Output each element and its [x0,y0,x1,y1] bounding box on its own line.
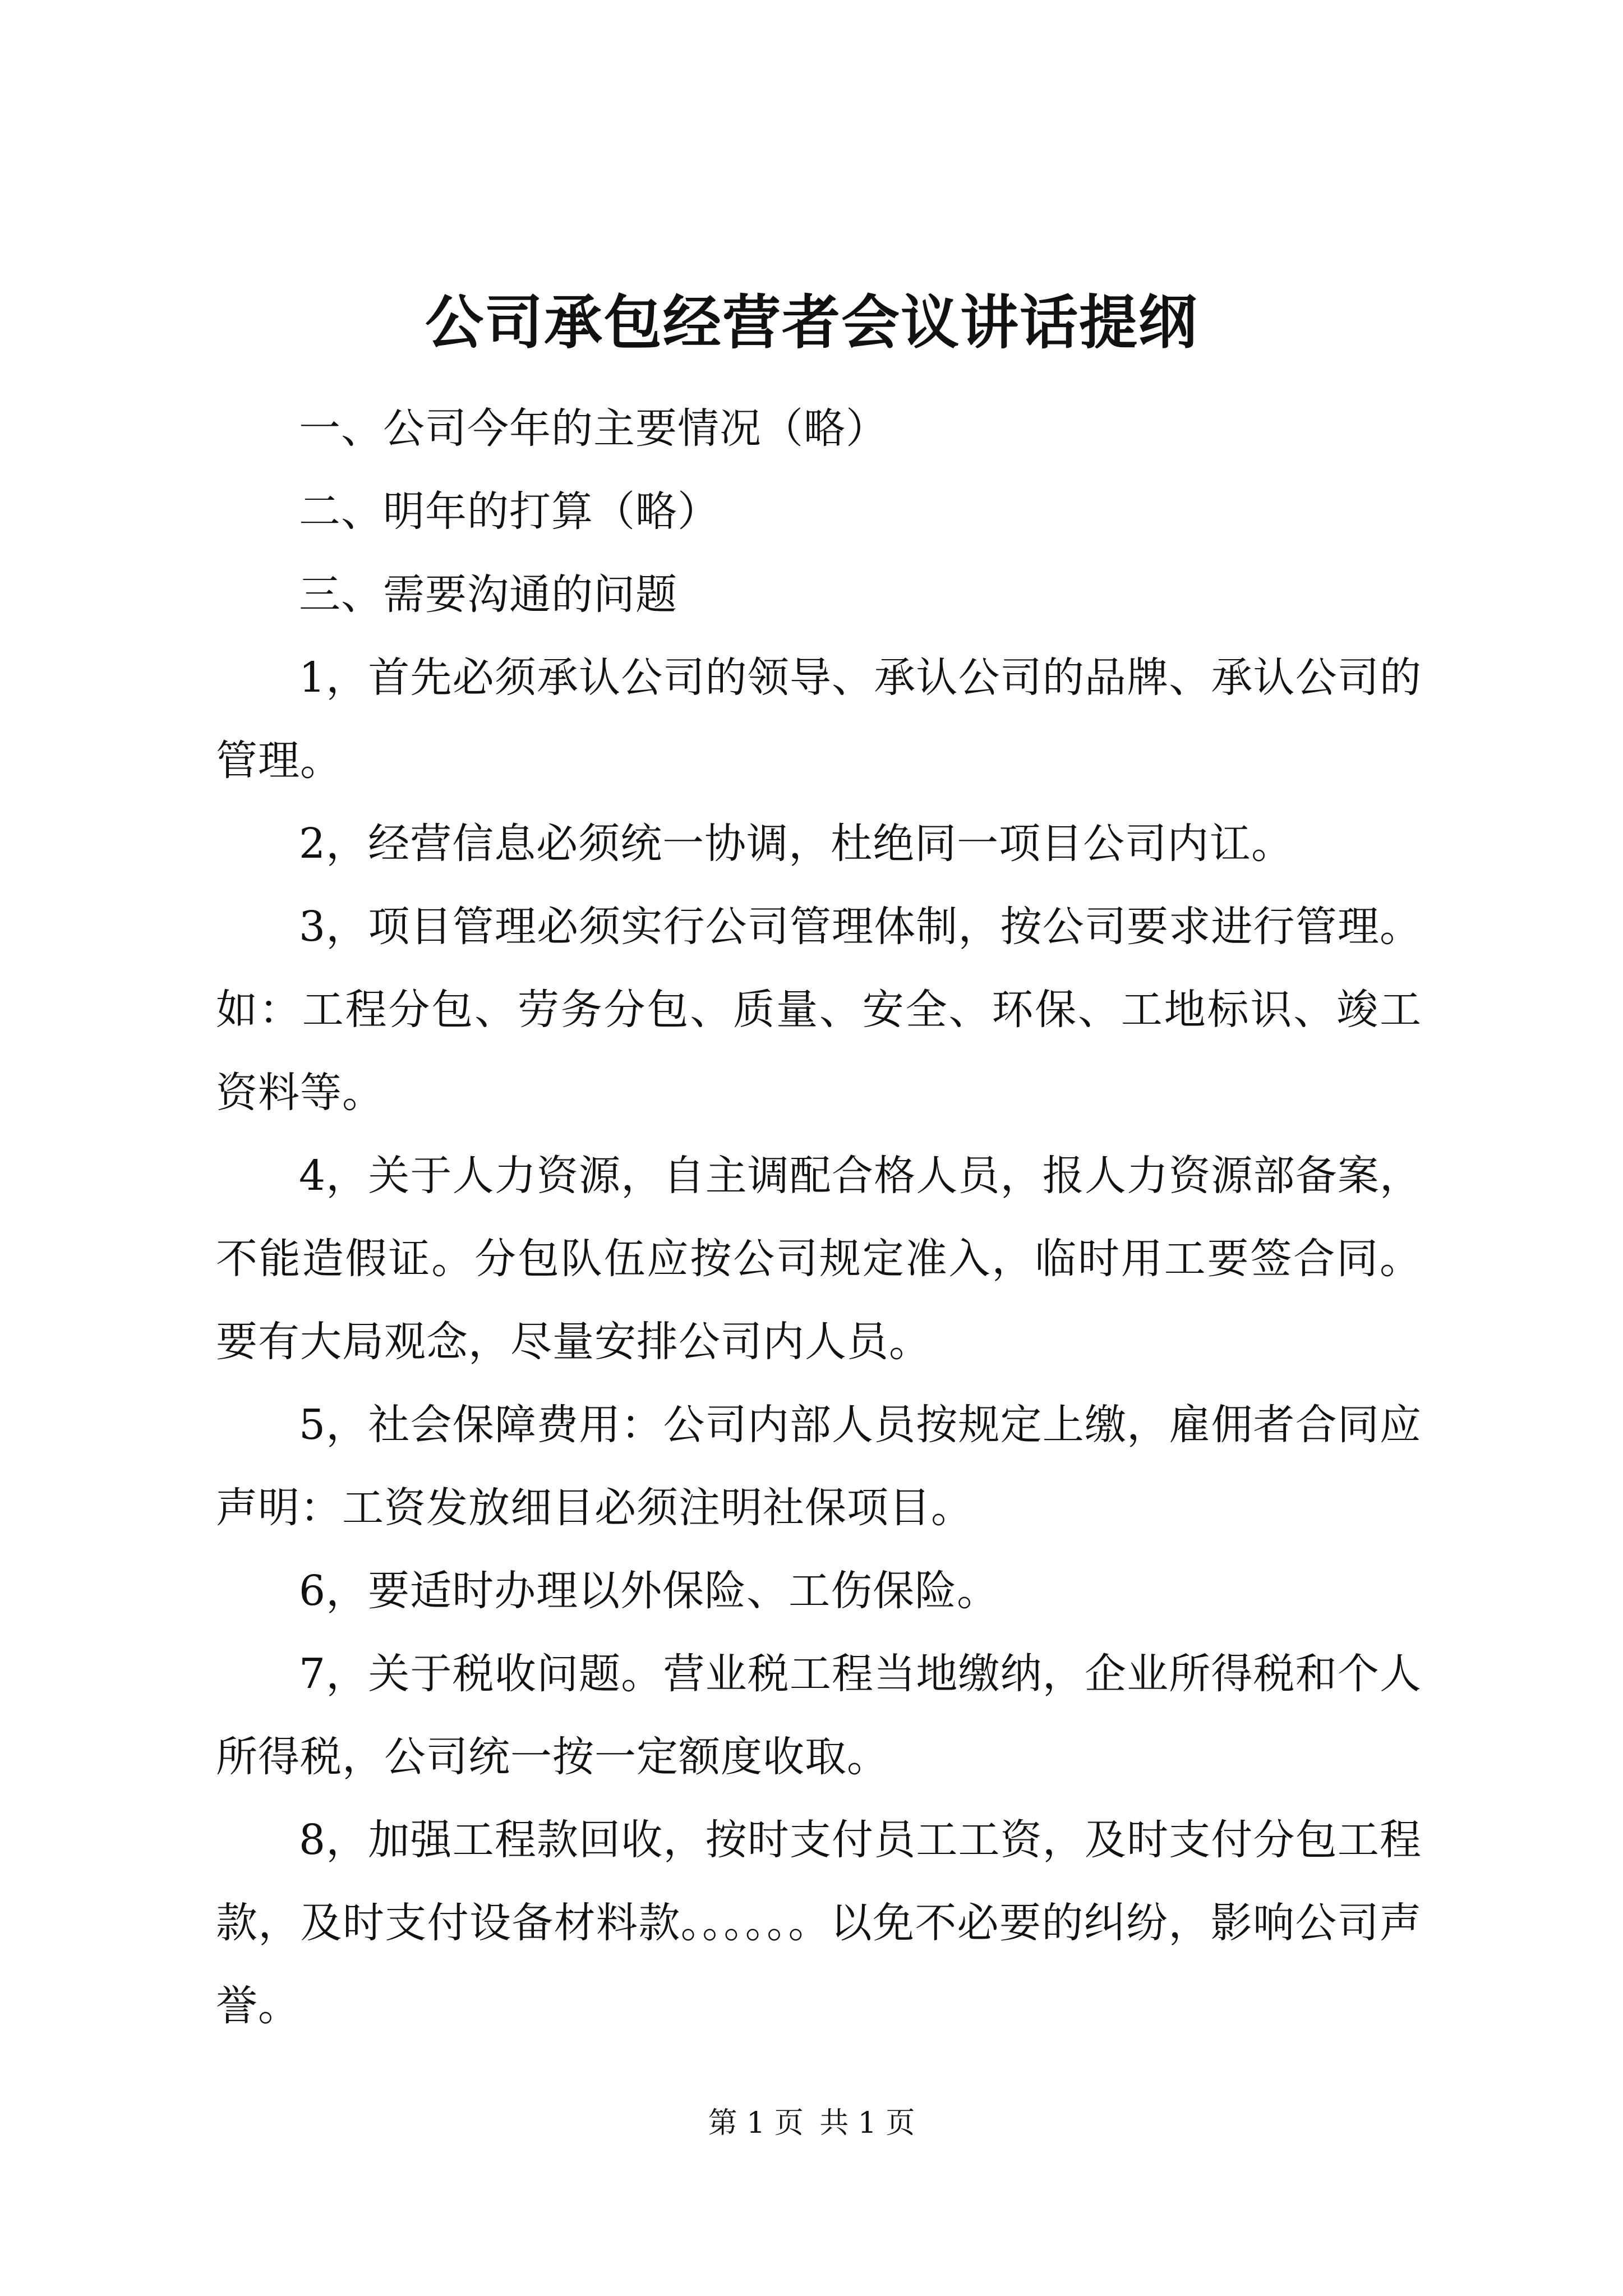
section-heading-3: 三、需要沟通的问题 [299,570,677,619]
page-footer [0,2101,1623,2146]
item-8: 8，加强工程款回收，按时支付员工工资，及时支付分包工程款，及时支付设备材料款。。。。。。以免不必要的纠纷，影响公司声誉。 [216,1816,1422,2030]
item-7: 7，关于税收问题。营业税工程当地缴纳，企业所得税和个人所得税，公司统一按一定额度收取。 [216,1650,1422,1781]
item-1: 1，首先必须承认公司的领导、承认公司的品牌、承认公司的管理。 [216,654,1422,785]
document-title: 公司承包经营者会议讲话提纲 [425,288,1198,357]
item-3: 3，项目管理必须实行公司管理体制，按公司要求进行管理。如：工程分包、劳务分包、质量、安全、环保、工地标识、竣工资料等。 [216,903,1422,1117]
section-heading-2: 二、明年的打算（略） [299,487,720,536]
section-heading-1: 一、公司今年的主要情况（略） [299,404,888,453]
page-number: 第 1 页 [708,2106,804,2140]
item-2: 2，经营信息必须统一协调，杜绝同一项目公司内讧。 [299,820,1294,868]
page-total: 共 1 页 [819,2106,915,2140]
item-6: 6，要适时办理以外保险、工伤保险。 [299,1567,999,1615]
item-4: 4，关于人力资源，自主调配合格人员，报人力资源部备案，不能造假证。分包队伍应按公司规定准入，临时用工要签合同。要有大局观念，尽量安排公司内人员。 [216,1152,1422,1366]
item-5: 5，社会保障费用：公司内部人员按规定上缴，雇佣者合同应声明：工资发放细目必须注明社保项目。 [216,1401,1422,1532]
document-body [216,387,1422,2047]
